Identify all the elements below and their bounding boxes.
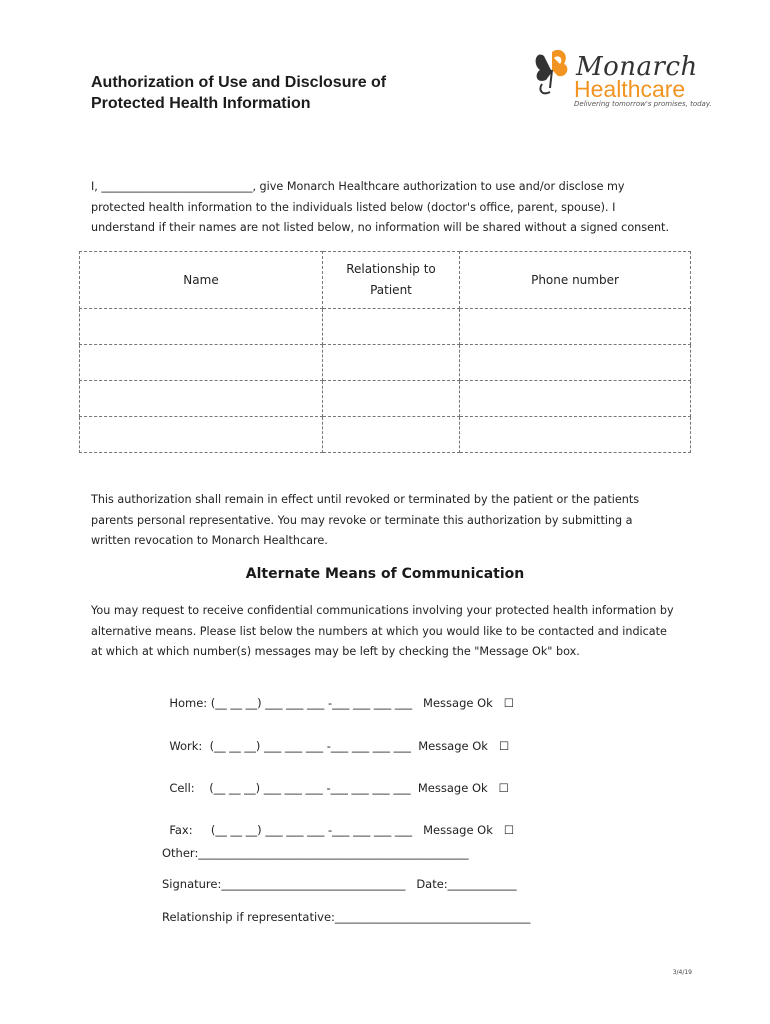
other-field[interactable]: Other:_______________________________________________ — [162, 846, 469, 860]
phone-cell[interactable] — [460, 417, 691, 453]
revoke-line: written revocation to Monarch Healthcare. — [91, 534, 328, 547]
relationship-cell[interactable] — [323, 417, 460, 453]
name-cell[interactable] — [80, 345, 323, 381]
name-cell[interactable] — [80, 381, 323, 417]
cell-phone-field[interactable] — [162, 767, 509, 795]
title-line-2: Protected Health Information — [91, 95, 311, 112]
header-relationship — [323, 252, 460, 309]
header-relationship-line1: Relationship to — [346, 262, 436, 276]
table-row — [80, 309, 691, 345]
title-line-1: Authorization of Use and Disclosure of — [91, 74, 387, 91]
header-phone: Phone number — [460, 252, 691, 309]
home-message-ok-checkbox[interactable]: ☐ — [503, 696, 515, 710]
work-phone-label: Work: (__ __ __) ___ ___ ___ -___ ___ ___ ___ Message Ok — [169, 739, 488, 753]
revocation-paragraph — [91, 490, 686, 552]
footer-date: 3/4/19 — [672, 969, 692, 976]
logo-name-monarch: Monarch — [576, 52, 698, 82]
relationship-representative-field[interactable]: Relationship if representative:__________________________________ — [162, 910, 531, 924]
phone-cell[interactable] — [460, 381, 691, 417]
intro-line: I, ___________________________, give Monarch Healthcare authorization to use and/or disclose my — [91, 180, 625, 193]
name-cell[interactable] — [80, 309, 323, 345]
phone-cell[interactable] — [460, 345, 691, 381]
revoke-line: This authorization shall remain in effect until revoked or terminated by the patient or the patients — [91, 493, 640, 506]
home-phone-field[interactable] — [162, 682, 514, 710]
revoke-line: parents personal representative. You may revoke or terminate this authorization by submitting a — [91, 513, 633, 527]
alternate-communication-title: Alternate Means of Communication — [245, 566, 525, 582]
name-cell[interactable] — [80, 417, 323, 453]
logo-tagline: Delivering tomorrow's promises, today. — [574, 100, 712, 108]
logo-name-healthcare: Healthcare — [574, 76, 686, 102]
authorized-contacts-table — [79, 251, 691, 453]
work-message-ok-checkbox[interactable]: ☐ — [498, 739, 510, 753]
cell-phone-label: Cell: (__ __ __) ___ ___ ___ -___ ___ ___ ___ Message Ok — [169, 781, 488, 795]
cell-message-ok-checkbox[interactable]: ☐ — [498, 781, 509, 795]
table-row — [80, 381, 691, 417]
relationship-cell[interactable] — [323, 309, 460, 345]
alt-comm-line: You may request to receive confidential communications involving your protected health information by — [91, 604, 674, 617]
alternate-communication-paragraph — [91, 601, 686, 663]
relationship-cell[interactable] — [323, 345, 460, 381]
intro-paragraph — [91, 177, 686, 239]
fax-phone-label: Fax: (__ __ __) ___ ___ ___ -___ ___ ___ ___ Message Ok — [169, 823, 493, 837]
table-header-row — [80, 252, 691, 309]
alt-comm-line: alternative means. Please list below the numbers at which you would like to be contacted and indicate — [91, 624, 667, 638]
signature-date-field[interactable]: Signature:________________________________ Date:____________ — [162, 877, 517, 891]
intro-line: protected health information to the individuals listed below (doctor's office, parent, spouse). I — [91, 200, 616, 214]
phone-cell[interactable] — [460, 309, 691, 345]
table-row — [80, 417, 691, 453]
home-phone-label: Home: (__ __ __) ___ ___ ___ -___ ___ ___ ___ Message Ok — [169, 696, 493, 710]
header-relationship-line2: Patient — [370, 283, 412, 297]
table-row — [80, 345, 691, 381]
document-title — [91, 72, 511, 114]
alt-comm-line: at which at which number(s) messages may be left by checking the "Message Ok" box. — [91, 645, 580, 658]
fax-phone-field[interactable] — [162, 809, 514, 837]
relationship-cell[interactable] — [323, 381, 460, 417]
intro-line: understand if their names are not listed below, no information will be shared without a signed consent. — [91, 221, 670, 234]
header-name: Name — [80, 252, 323, 309]
work-phone-field[interactable] — [162, 725, 509, 753]
fax-message-ok-checkbox[interactable]: ☐ — [503, 823, 515, 837]
monarch-healthcare-logo — [530, 44, 720, 110]
